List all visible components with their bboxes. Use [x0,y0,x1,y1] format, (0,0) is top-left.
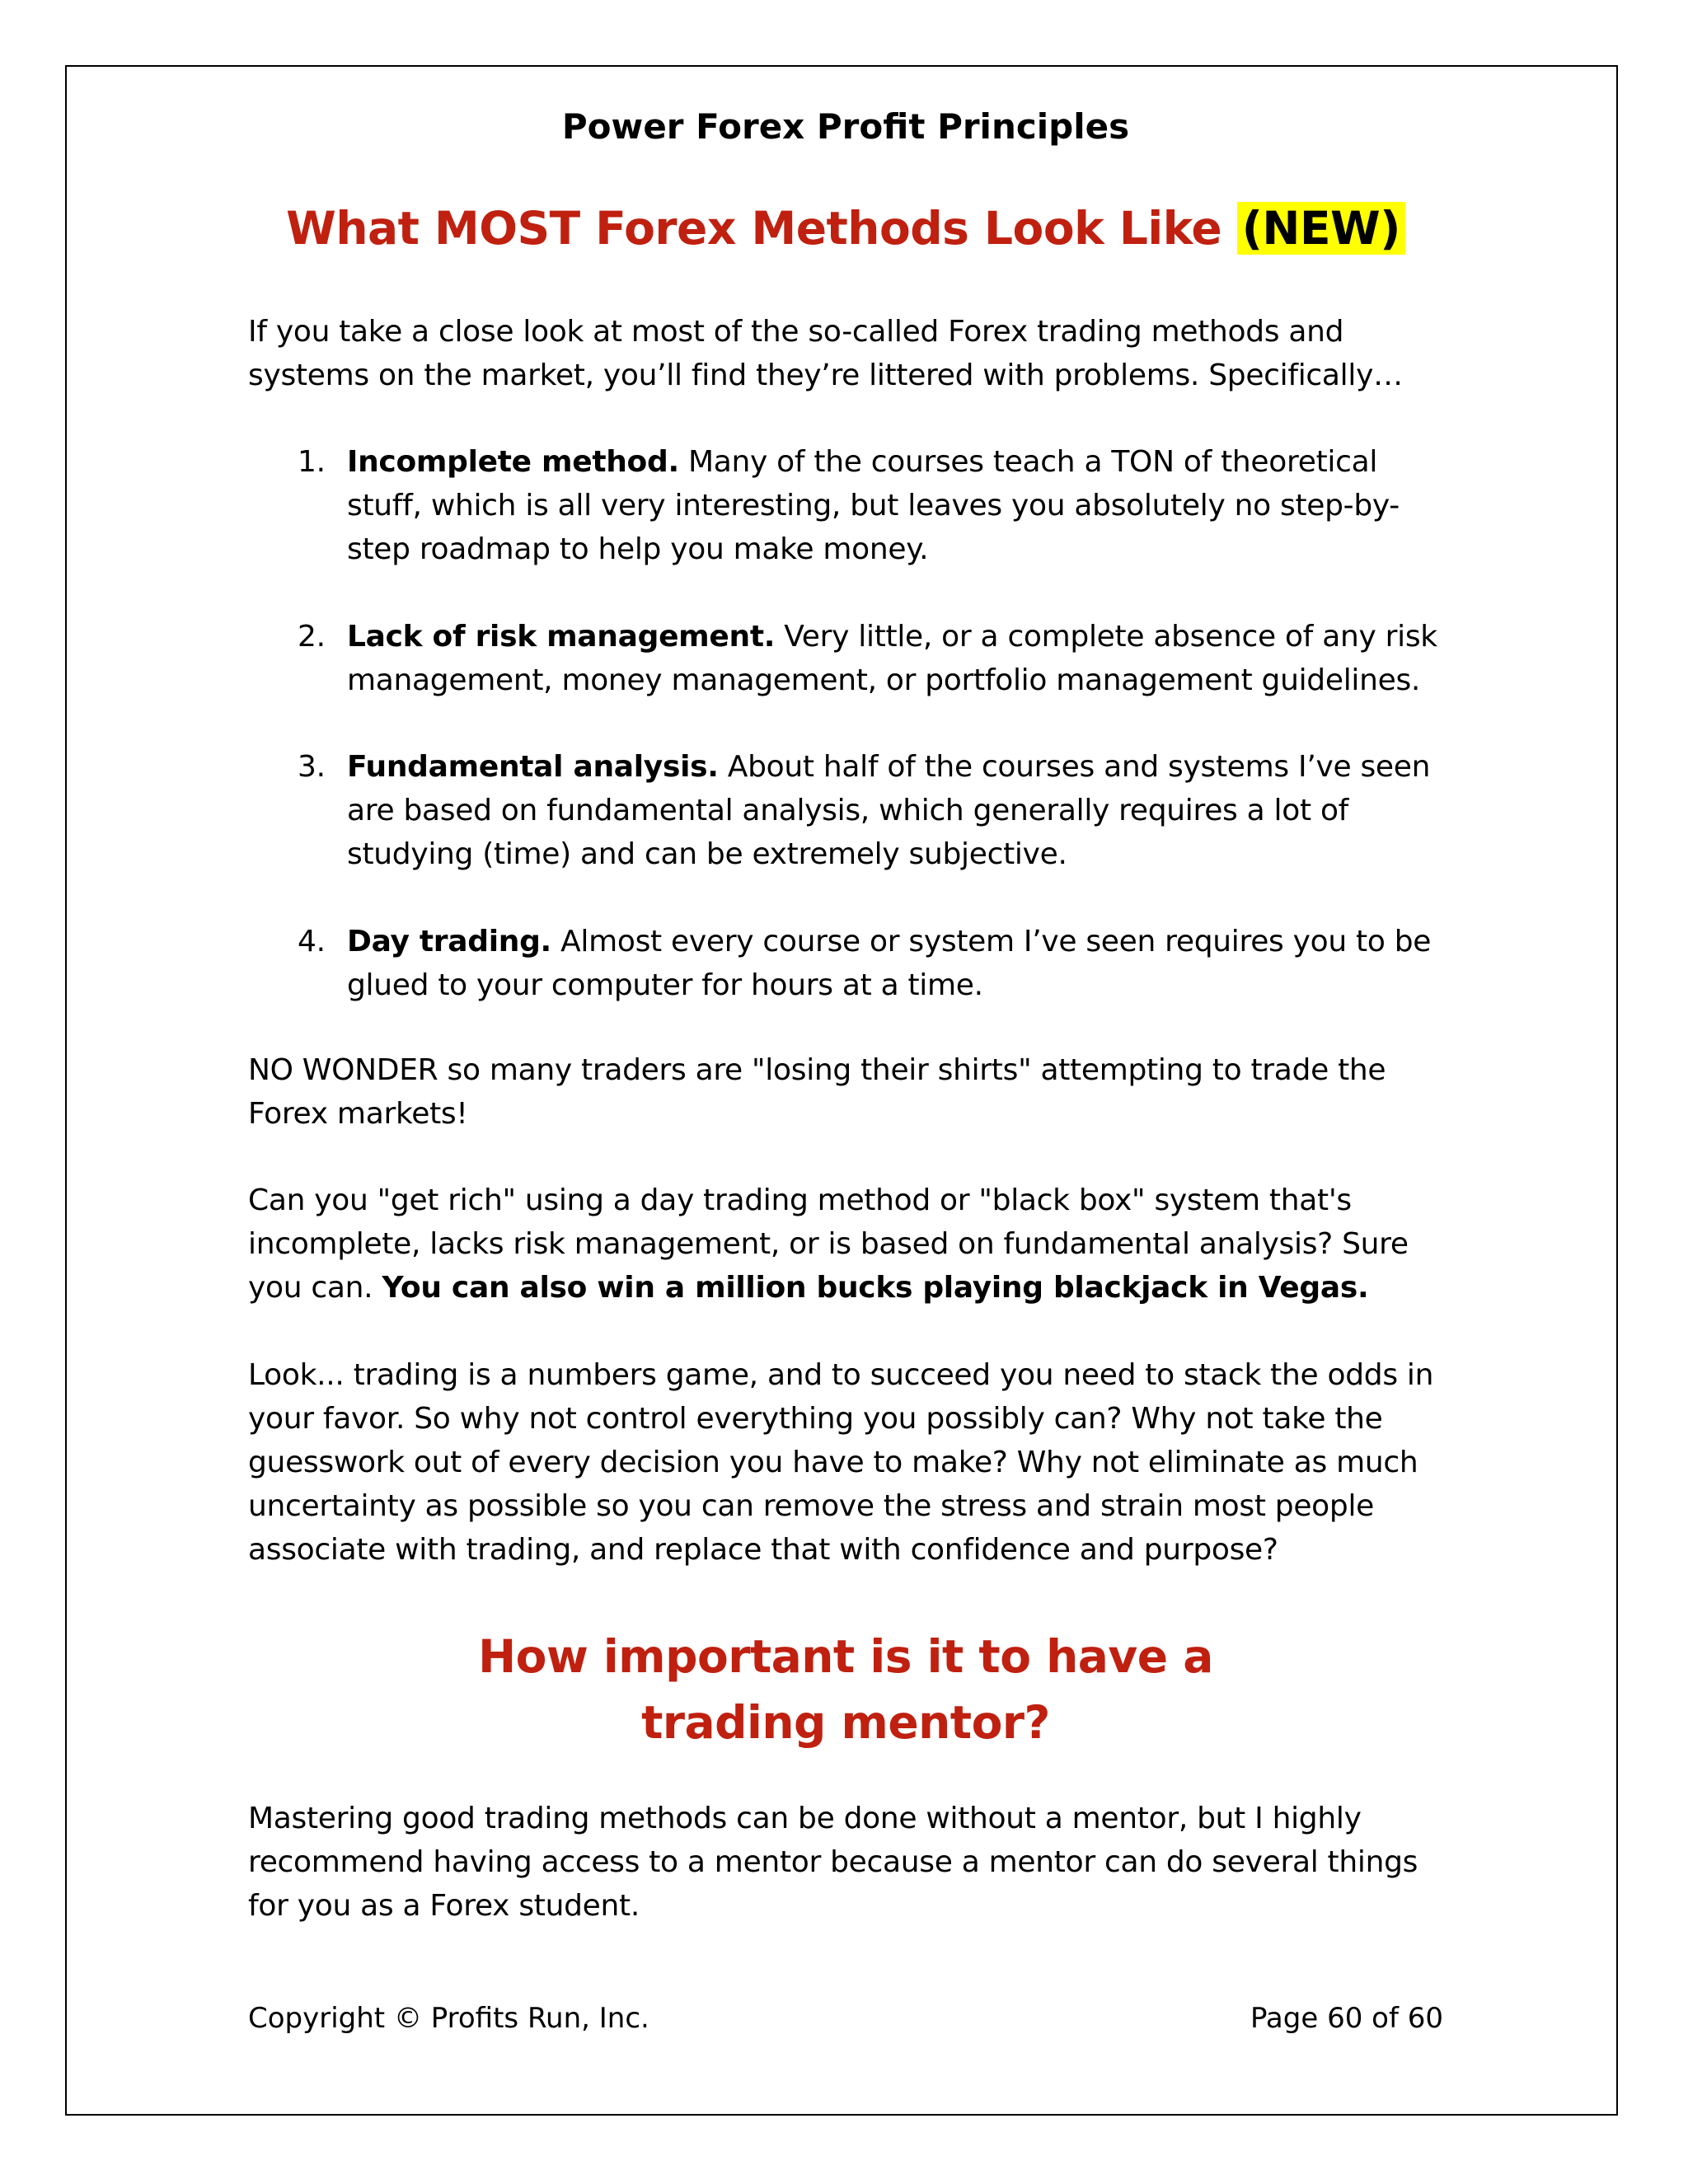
list-body: Many of the courses teach a TON of theoretical stuff, which is all very interesting, but leaves you absolutely no step-by-step roadmap to help you make money. [347,445,1400,566]
page-number: Page 60 of 60 [1250,2002,1443,2035]
heading-text: What MOST Forex Methods Look Like [286,202,1222,255]
paragraph-bold-text: You can also win a million bucks playing blackjack in Vegas. [382,1271,1369,1305]
list-lead: Lack of risk management. [347,620,776,654]
mentor-paragraph: Mastering good trading methods can be done without a mentor, but I highly recommend having access to a mentor because a mentor can do several things for you as a Forex student. [248,1802,1418,1923]
paragraph-numbers-game: Look... trading is a numbers game, and to succeed you need to stack the odds in your favor. So why not control everything you possibly can? Why not take the guesswork out of every decision you have to make? Why not eliminate as much uncertainty as possible so you can remove the stress and strain most people associate with trading, and replace that with confidence and purpose? [248,1358,1434,1567]
intro-paragraph: If you take a close look at most of the so-called Forex trading methods and systems on the market, you’ll find they’re littered with problems. Specifically… [248,315,1403,392]
list-number: 4. [298,925,326,958]
list-number: 3. [298,750,326,784]
list-lead: Incomplete method. [347,445,679,479]
paragraph-text: Can you "get rich" using a day trading method or "black box" system that's incomplete, lacks risk management, or is based on fundamental analysis? Sure you can. [248,1183,1409,1305]
copyright-text: Copyright © Profits Run, Inc. [248,2002,649,2035]
paragraph-get-rich [248,1179,1443,1310]
list-body: Almost every course or system I’ve seen requires you to be glued to your computer for hours at a time. [347,925,1432,1002]
document-header-title: Power Forex Profit Principles [561,106,1130,147]
list-text [347,745,1443,876]
new-badge: (NEW) [1237,202,1405,255]
list-lead: Day trading. [347,925,551,958]
list-number: 1. [298,445,326,479]
list-body: Very little, or a complete absence of any risk management, money management, or portfolio management guidelines. [347,620,1437,697]
paragraph-no-wonder: NO WONDER so many traders are "losing their shirts" attempting to trade the Forex markets! [248,1053,1386,1131]
list-text [347,920,1443,1007]
list-text [347,440,1443,571]
list-lead: Fundamental analysis. [347,750,719,784]
heading-line: How important is it to have a [478,1630,1213,1683]
section-heading-mentor [248,1624,1443,1755]
list-text [347,615,1443,702]
heading-line: trading mentor? [641,1696,1050,1749]
list-body: About half of the courses and systems I’ve seen are based on fundamental analysis, which generally requires a lot of studying (time) and can be extremely subjective. [347,750,1431,871]
section-heading-most-methods [248,199,1443,257]
list-number: 2. [298,620,326,654]
